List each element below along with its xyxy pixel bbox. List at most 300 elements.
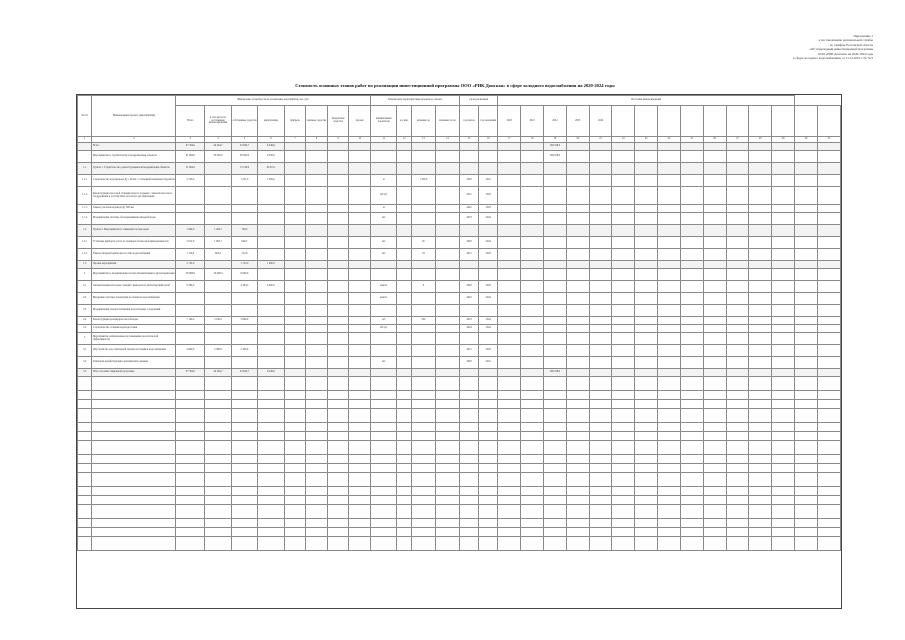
value-cell: [306, 225, 328, 237]
value-cell: 9 450,0: [258, 151, 284, 163]
value-cell: [284, 175, 306, 187]
empty-cell: [772, 423, 795, 432]
empty-cell: [411, 519, 435, 528]
value-cell: [772, 175, 795, 187]
empty-cell: [498, 505, 521, 519]
value-cell: [680, 225, 703, 237]
value-cell: [544, 249, 567, 261]
value-cell: [371, 333, 397, 345]
value-cell: [306, 187, 328, 205]
empty-cell: [411, 496, 435, 505]
empty-cell: [612, 400, 635, 409]
value-cell: [521, 269, 544, 281]
value-cell: [726, 237, 749, 249]
value-cell: [397, 143, 411, 151]
empty-cell: [635, 409, 658, 423]
subheader-cell: 2022: [544, 106, 567, 137]
empty-cell: [284, 505, 306, 519]
empty-cell: [680, 432, 703, 441]
empty-cell: [258, 455, 284, 464]
value-cell: [349, 345, 371, 357]
empty-cell: [544, 519, 567, 528]
row-name: Строительство станции водоподготовки: [92, 325, 176, 333]
empty-cell: [258, 391, 284, 400]
column-number: 30: [795, 137, 818, 143]
investment-table-sheet: [76, 94, 842, 609]
empty-cell: [658, 473, 681, 487]
row-number: 1.2: [78, 225, 92, 237]
value-cell: [306, 249, 328, 261]
value-cell: [349, 269, 371, 281]
value-cell: [726, 225, 749, 237]
empty-cell: [589, 391, 612, 400]
empty-cell: [726, 505, 749, 519]
value-cell: [435, 205, 459, 213]
value-cell: [284, 269, 306, 281]
empty-cell: [258, 423, 284, 432]
value-cell: [817, 369, 840, 377]
empty-row: [78, 409, 841, 423]
value-cell: 4 600,0: [176, 345, 205, 357]
value-cell: [258, 305, 284, 317]
value-cell: [176, 305, 205, 317]
value-cell: [703, 143, 726, 151]
empty-cell: [411, 423, 435, 432]
value-cell: 2020: [459, 281, 478, 293]
empty-cell: [349, 391, 371, 400]
table-row: [78, 151, 841, 163]
empty-cell: [78, 496, 92, 505]
value-cell: [658, 175, 681, 187]
value-cell: [479, 151, 498, 163]
value-cell: [479, 163, 498, 175]
value-cell: [680, 305, 703, 317]
value-cell: [772, 163, 795, 175]
value-cell: [435, 305, 459, 317]
subheader-cell: в том числе по источникам финансирования: [205, 106, 231, 137]
value-cell: [371, 163, 397, 175]
value-cell: [284, 357, 306, 369]
value-cell: [680, 269, 703, 281]
empty-cell: [521, 391, 544, 400]
value-cell: [231, 305, 257, 317]
value-cell: 168 186,0: [544, 143, 567, 151]
value-cell: [306, 305, 328, 317]
empty-cell: [78, 409, 92, 423]
empty-cell: [772, 487, 795, 496]
empty-cell: [726, 487, 749, 496]
approval-line: ООО «РИК Донская» на 2020-2024 годы: [818, 51, 873, 56]
empty-cell: [521, 409, 544, 423]
row-number: 1.1.4: [78, 213, 92, 225]
value-cell: [397, 325, 411, 333]
value-cell: [566, 143, 589, 151]
empty-cell: [92, 473, 176, 487]
value-cell: [411, 261, 435, 269]
table-row: [78, 175, 841, 187]
empty-cell: [612, 519, 635, 528]
subheader-cell: [612, 106, 635, 137]
header-finance: Финансовые потребности на реализацию мероприятия, тыс. руб.: [176, 96, 371, 106]
value-cell: [658, 205, 681, 213]
empty-cell: [459, 423, 478, 432]
empty-cell: [459, 528, 478, 537]
empty-cell: [521, 400, 544, 409]
empty-cell: [349, 432, 371, 441]
empty-cell: [371, 519, 397, 528]
value-cell: [544, 317, 567, 325]
value-cell: [284, 293, 306, 305]
empty-cell: [498, 423, 521, 432]
empty-cell: [306, 377, 328, 391]
value-cell: [566, 357, 589, 369]
empty-cell: [284, 464, 306, 473]
subheader-cell: [635, 106, 658, 137]
value-cell: 2022: [459, 293, 478, 305]
value-cell: [749, 269, 772, 281]
empty-cell: [566, 441, 589, 455]
value-cell: 15 148,9: [231, 163, 257, 175]
value-cell: [726, 325, 749, 333]
value-cell: [726, 357, 749, 369]
row-name: Реконструкция резервуаров чистой воды: [92, 317, 176, 325]
value-cell: [258, 213, 284, 225]
value-cell: [544, 175, 567, 187]
empty-cell: [176, 441, 205, 455]
empty-cell: [795, 455, 818, 464]
value-cell: [726, 213, 749, 225]
row-number: 1.1.3: [78, 205, 92, 213]
empty-cell: [176, 400, 205, 409]
empty-cell: [589, 528, 612, 537]
empty-cell: [92, 400, 176, 409]
empty-cell: [176, 455, 205, 464]
empty-cell: [795, 423, 818, 432]
empty-cell: [772, 432, 795, 441]
empty-cell: [772, 505, 795, 519]
value-cell: 2024: [459, 325, 478, 333]
empty-cell: [92, 537, 176, 551]
value-cell: [749, 175, 772, 187]
empty-cell: [680, 409, 703, 423]
empty-cell: [459, 432, 478, 441]
value-cell: [258, 345, 284, 357]
empty-cell: [544, 423, 567, 432]
empty-cell: [658, 455, 681, 464]
empty-cell: [371, 505, 397, 519]
empty-cell: [795, 473, 818, 487]
value-cell: [306, 261, 328, 269]
value-cell: 9 449,6: [258, 143, 284, 151]
value-cell: 2 752,0: [176, 261, 205, 269]
value-cell: [612, 249, 635, 261]
value-cell: [327, 357, 349, 369]
value-cell: [327, 237, 349, 249]
empty-cell: [78, 432, 92, 441]
empty-cell: [658, 432, 681, 441]
empty-cell: [589, 496, 612, 505]
empty-cell: [726, 423, 749, 432]
value-cell: [566, 281, 589, 293]
value-cell: [749, 249, 772, 261]
empty-cell: [176, 519, 205, 528]
value-cell: [327, 143, 349, 151]
empty-cell: [658, 441, 681, 455]
row-number: 2.3: [78, 305, 92, 317]
value-cell: [327, 333, 349, 345]
empty-cell: [795, 487, 818, 496]
empty-cell: [349, 496, 371, 505]
value-cell: [612, 237, 635, 249]
value-cell: [397, 175, 411, 187]
value-cell: [349, 325, 371, 333]
empty-cell: [306, 496, 328, 505]
value-cell: [258, 237, 284, 249]
empty-cell: [521, 455, 544, 464]
value-cell: [205, 187, 231, 205]
value-cell: [566, 163, 589, 175]
value-cell: [772, 151, 795, 163]
value-cell: [411, 369, 435, 377]
value-cell: [817, 163, 840, 175]
value-cell: 2 300,0: [231, 345, 257, 357]
value-cell: [680, 163, 703, 175]
value-cell: 1 062,7: [205, 237, 231, 249]
empty-cell: [176, 505, 205, 519]
value-cell: [680, 357, 703, 369]
value-cell: [795, 237, 818, 249]
value-cell: 39 450,0: [231, 151, 257, 163]
value-cell: [498, 369, 521, 377]
empty-cell: [566, 423, 589, 432]
value-cell: [205, 213, 231, 225]
empty-cell: [658, 537, 681, 551]
value-cell: [703, 357, 726, 369]
document-title: Стоимость основных этапов работ по реализации инвестиционной программы ООО «РИК Донская» в сфере холодного водоснабжения на 2020-2024 годы: [295, 83, 615, 88]
empty-cell: [703, 537, 726, 551]
value-cell: [306, 163, 328, 175]
investment-table: [77, 95, 841, 551]
empty-cell: [658, 519, 681, 528]
empty-cell: [795, 505, 818, 519]
value-cell: [566, 205, 589, 213]
empty-cell: [258, 519, 284, 528]
value-cell: [703, 187, 726, 205]
column-number: 15: [459, 137, 478, 143]
value-cell: [658, 261, 681, 269]
value-cell: [635, 293, 658, 305]
value-cell: [635, 249, 658, 261]
value-cell: [349, 213, 371, 225]
value-cell: [795, 281, 818, 293]
value-cell: [589, 261, 612, 269]
value-cell: [349, 249, 371, 261]
empty-cell: [459, 441, 478, 455]
value-cell: [726, 261, 749, 269]
column-number: 9: [327, 137, 349, 143]
empty-cell: [544, 400, 567, 409]
value-cell: [566, 261, 589, 269]
value-cell: [306, 143, 328, 151]
value-cell: [498, 269, 521, 281]
row-name: Автоматизация насосных станций с выводом на диспетчерский пункт: [92, 281, 176, 293]
empty-cell: [411, 400, 435, 409]
value-cell: [397, 151, 411, 163]
value-cell: [703, 175, 726, 187]
empty-cell: [772, 409, 795, 423]
value-cell: [498, 143, 521, 151]
empty-cell: [349, 473, 371, 487]
value-cell: [817, 205, 840, 213]
value-cell: [817, 249, 840, 261]
value-cell: [498, 175, 521, 187]
value-cell: [680, 187, 703, 205]
value-cell: 45: [411, 237, 435, 249]
empty-cell: [397, 441, 411, 455]
empty-cell: [566, 432, 589, 441]
empty-cell: [566, 409, 589, 423]
empty-cell: [205, 528, 231, 537]
empty-cell: [371, 377, 397, 391]
row-name: Мероприятия по строительству и модернизации объектов: [92, 151, 176, 163]
value-cell: 3 896,0: [231, 317, 257, 325]
empty-cell: [459, 487, 478, 496]
empty-cell: [397, 487, 411, 496]
value-cell: [435, 369, 459, 377]
empty-cell: [435, 487, 459, 496]
value-cell: [306, 151, 328, 163]
value-cell: [258, 333, 284, 345]
empty-cell: [544, 537, 567, 551]
empty-cell: [658, 496, 681, 505]
empty-cell: [349, 409, 371, 423]
empty-cell: [306, 473, 328, 487]
row-name: Модернизация электроснабжения водозаборных сооружений: [92, 305, 176, 317]
empty-cell: [795, 464, 818, 473]
value-cell: [658, 237, 681, 249]
value-cell: [521, 213, 544, 225]
empty-cell: [635, 400, 658, 409]
value-cell: [397, 317, 411, 325]
empty-cell: [612, 423, 635, 432]
empty-cell: [176, 432, 205, 441]
subheader-cell: [703, 106, 726, 137]
empty-cell: [205, 496, 231, 505]
value-cell: [349, 369, 371, 377]
value-cell: [498, 151, 521, 163]
value-cell: [612, 293, 635, 305]
value-cell: [658, 325, 681, 333]
value-cell: [258, 249, 284, 261]
empty-cell: [479, 400, 498, 409]
row-number: 3.2: [78, 357, 92, 369]
value-cell: [435, 225, 459, 237]
empty-cell: [371, 441, 397, 455]
column-number: 20: [566, 137, 589, 143]
value-cell: [258, 293, 284, 305]
empty-cell: [459, 409, 478, 423]
value-cell: [772, 249, 795, 261]
value-cell: [521, 345, 544, 357]
empty-cell: [795, 391, 818, 400]
value-cell: [349, 187, 371, 205]
value-cell: 2 726,0: [176, 175, 205, 187]
empty-cell: [749, 528, 772, 537]
row-number: [78, 151, 92, 163]
empty-cell: [284, 423, 306, 432]
empty-cell: [612, 441, 635, 455]
value-cell: [397, 345, 411, 357]
empty-cell: [521, 377, 544, 391]
value-cell: [327, 151, 349, 163]
empty-cell: [726, 455, 749, 464]
value-cell: [772, 143, 795, 151]
empty-cell: [544, 473, 567, 487]
value-cell: м: [371, 205, 397, 213]
empty-cell: [397, 432, 411, 441]
value-cell: [635, 187, 658, 205]
empty-cell: [397, 455, 411, 464]
column-number: 3: [176, 137, 205, 143]
value-cell: [397, 261, 411, 269]
subheader-cell: прибыль: [284, 106, 306, 137]
value-cell: [589, 237, 612, 249]
empty-cell: [726, 377, 749, 391]
empty-cell: [521, 423, 544, 432]
empty-cell: [817, 441, 840, 455]
table-row: [78, 281, 841, 293]
empty-cell: [589, 464, 612, 473]
empty-cell: [92, 528, 176, 537]
value-cell: [498, 237, 521, 249]
column-number: 16: [479, 137, 498, 143]
value-cell: [612, 205, 635, 213]
empty-cell: [749, 391, 772, 400]
empty-row: [78, 473, 841, 487]
header-tech: Технические характеристики проектного объекта: [371, 96, 460, 106]
table-row: [78, 213, 841, 225]
empty-cell: [772, 519, 795, 528]
value-cell: [284, 281, 306, 293]
value-cell: [397, 269, 411, 281]
empty-cell: [635, 432, 658, 441]
empty-cell: [284, 496, 306, 505]
value-cell: [612, 317, 635, 325]
value-cell: [566, 187, 589, 205]
empty-cell: [459, 537, 478, 551]
table-row: [78, 333, 841, 345]
value-cell: [411, 333, 435, 345]
value-cell: [635, 305, 658, 317]
empty-cell: [306, 432, 328, 441]
empty-cell: [284, 409, 306, 423]
empty-cell: [703, 432, 726, 441]
value-cell: [703, 333, 726, 345]
empty-cell: [658, 464, 681, 473]
value-cell: 97 364,0: [176, 369, 205, 377]
value-cell: [284, 225, 306, 237]
column-number: 21: [589, 137, 612, 143]
value-cell: [411, 357, 435, 369]
value-cell: 1 116,0: [176, 249, 205, 261]
subheader-cell: бюджетные средства: [327, 106, 349, 137]
empty-cell: [176, 528, 205, 537]
value-cell: [726, 269, 749, 281]
value-cell: [435, 143, 459, 151]
empty-cell: [411, 441, 435, 455]
value-cell: [306, 213, 328, 225]
approval-line: «Об утверждении инвестиционной программы: [809, 47, 873, 52]
